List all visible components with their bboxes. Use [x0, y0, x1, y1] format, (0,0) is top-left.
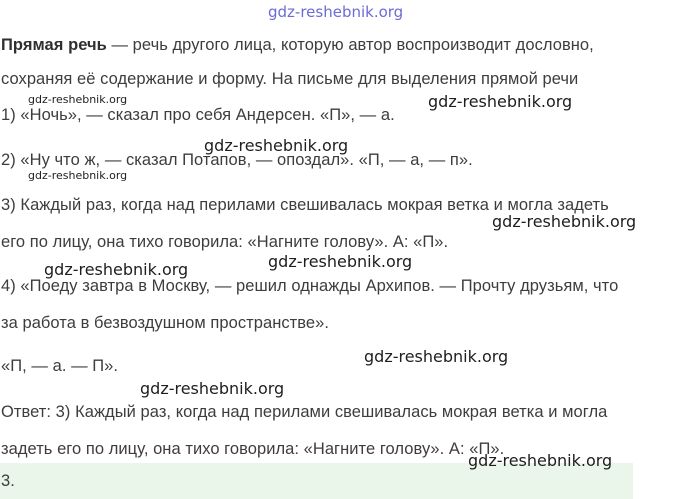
definition-rest: — речь другого лица, которую автор воспроизводит дословно, — [106, 36, 594, 54]
item-4-line-1: 4) «Поеду завтра в Москву, — решил однажды Архипов. — Прочту друзьям, что — [1, 277, 619, 295]
watermark-8: gdz-reshebnik.org — [468, 451, 613, 470]
watermark-4: gdz-reshebnik.org — [268, 252, 413, 271]
watermark-small-2: gdz-reshebnik.org — [28, 169, 128, 182]
watermark-6: gdz-reshebnik.org — [364, 347, 509, 366]
watermark-5: gdz-reshebnik.org — [44, 260, 189, 279]
watermark-3: gdz-reshebnik.org — [492, 212, 637, 231]
answer-choice: 3. — [1, 472, 15, 490]
watermark-7: gdz-reshebnik.org — [140, 379, 285, 398]
watermark-1: gdz-reshebnik.org — [428, 92, 573, 111]
watermark-2: gdz-reshebnik.org — [204, 136, 349, 155]
watermark-top: gdz-reshebnik.org — [268, 3, 404, 21]
answer-line-2: задеть его по лицу, она тихо говорила: «Нагните голову». А: «П». — [1, 440, 505, 458]
definition-line-2: сохраняя её содержание и форму. На письме для выделения прямой речи — [1, 70, 579, 88]
definition-line-1 — [1, 36, 594, 55]
answer-line-1: Ответ: 3) Каждый раз, когда над перилами свешивалась мокрая ветка и могла — [1, 403, 608, 421]
item-2: 2) «Ну что ж, — сказал Потапов, — опоздал». «П, — а, — п». — [1, 151, 473, 169]
item-4-line-3: «П, — а. — П». — [1, 357, 119, 375]
item-4-line-2: за работа в безвоздушном пространстве». — [1, 314, 330, 332]
item-3-line-2: его по лицу, она тихо говорила: «Нагните голову». А: «П». — [1, 233, 449, 251]
item-1: 1) «Ночь», — сказал про себя Андерсен. «П», — а. — [1, 106, 395, 124]
item-3-line-1: 3) Каждый раз, когда над перилами свешивалась мокрая ветка и могла задеть — [1, 196, 609, 214]
definition-term: Прямая речь — [1, 36, 107, 54]
watermark-small-1: gdz-reshebnik.org — [28, 93, 128, 106]
